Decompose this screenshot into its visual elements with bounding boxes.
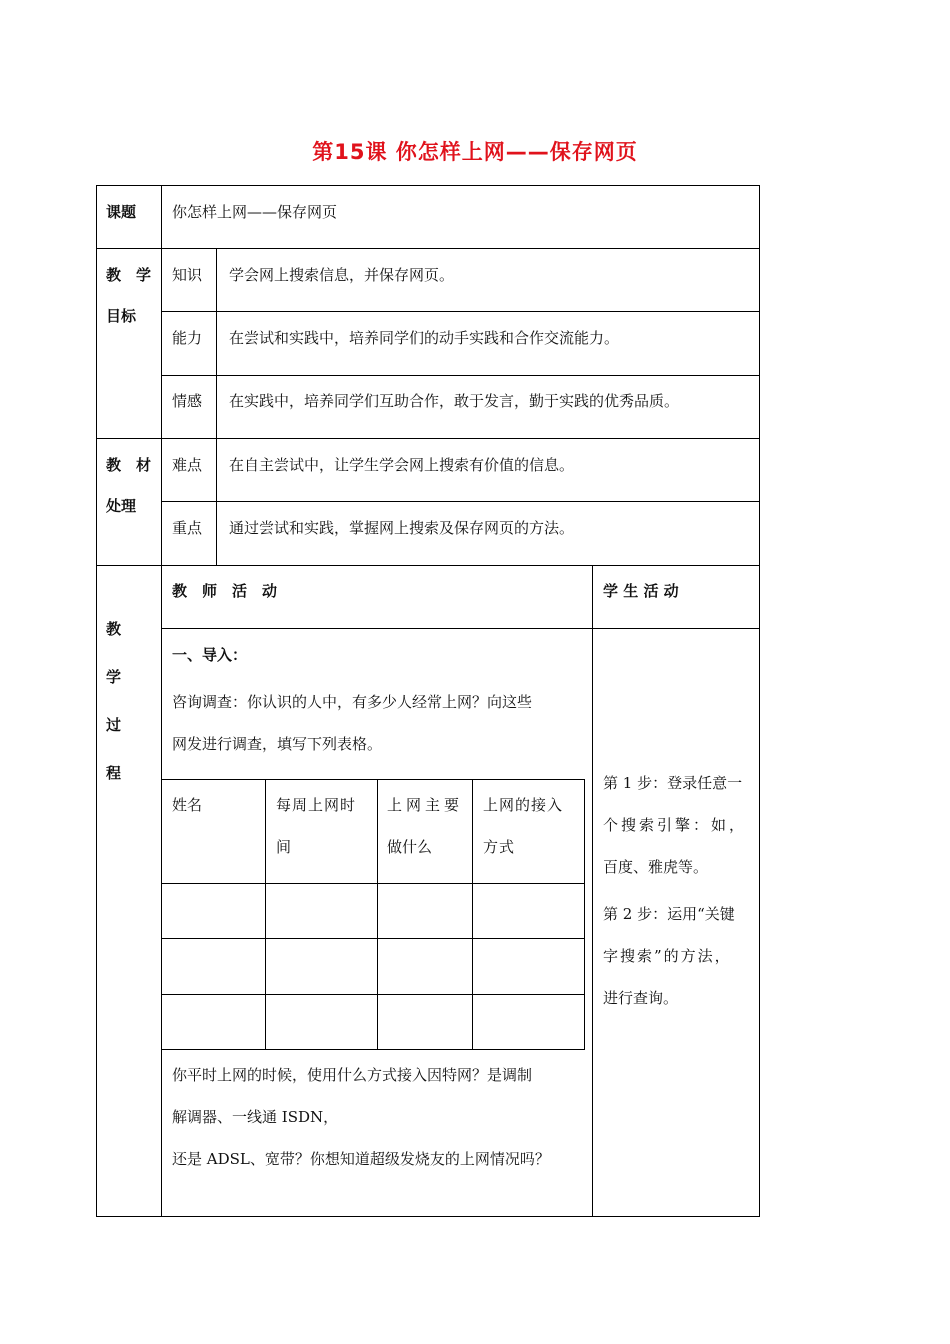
- question-line: 还是 ADSL、宽带？你想知道超级发烧友的上网情况吗？: [172, 1150, 550, 1168]
- header-line: 做什么: [387, 838, 433, 856]
- process-label-char: 过: [106, 716, 122, 734]
- activity-header-divider: [161, 628, 760, 629]
- goal-value-emotion: 在实践中，培养同学们互助合作，敢于发言，勤于实践的优秀品质。: [229, 392, 680, 410]
- step-line: 第 2 步：运用“关键: [603, 905, 735, 923]
- survey-table-row-line: [161, 883, 585, 884]
- material-key-focus: 重点: [172, 519, 203, 537]
- material-label: 教 材: [106, 456, 152, 474]
- table-border-right: [759, 185, 760, 1217]
- step-line: 百度、雅虎等。: [603, 858, 709, 876]
- survey-header-access: [483, 784, 563, 868]
- goal-key-knowledge: 知识: [172, 266, 203, 284]
- survey-table-border: [584, 779, 585, 1050]
- label-column-divider: [161, 185, 162, 1217]
- process-label-char: 教: [106, 620, 122, 638]
- student-activity-header: 学 生 活 动: [603, 582, 679, 600]
- survey-header-hours: [276, 784, 356, 868]
- header-line: 姓名: [172, 796, 203, 814]
- header-line: 每周上网时: [276, 796, 357, 814]
- header-line: 上网的接入: [483, 796, 564, 814]
- goals-label: 教 学: [106, 266, 152, 284]
- survey-table-border: [161, 1049, 585, 1050]
- step-line: 字搜索”的方法，: [603, 947, 732, 965]
- survey-table-border: [161, 779, 585, 780]
- survey-table-row-line: [161, 938, 585, 939]
- survey-table-col-line: [377, 779, 378, 1050]
- subrow-divider: [161, 311, 760, 312]
- row-divider: [96, 438, 760, 439]
- question-text: [172, 1054, 550, 1180]
- survey-line: 网发进行调查，填写下列表格。: [172, 735, 383, 753]
- student-steps-1: [603, 762, 747, 888]
- survey-header-name: [172, 784, 202, 826]
- step-line: 个搜索引擎：如，: [603, 816, 748, 834]
- question-line: 你平时上网的时候，使用什么方式接入因特网？是调制: [172, 1066, 533, 1084]
- material-label: 处理: [106, 497, 137, 515]
- material-value-difficulty: 在自主尝试中，让学生学会网上搜索有价值的信息。: [229, 456, 575, 474]
- goal-key-emotion: 情感: [172, 392, 203, 410]
- header-line: 方式: [483, 838, 516, 856]
- question-line: 解调器、一线通 ISDN，: [172, 1108, 339, 1126]
- table-border-top: [96, 185, 760, 186]
- key-column-divider: [216, 248, 217, 565]
- material-value-focus: 通过尝试和实践，掌握网上搜索及保存网页的方法。: [229, 519, 575, 537]
- header-line: 间: [276, 838, 293, 856]
- survey-table-col-line: [265, 779, 266, 1050]
- survey-header-purpose: [387, 784, 463, 868]
- teacher-activity-header: 教 师 活 动: [172, 582, 278, 600]
- survey-table-col-line: [472, 779, 473, 1050]
- process-label-char: 程: [106, 764, 122, 782]
- goal-value-knowledge: 学会网上搜索信息，并保存网页。: [229, 266, 455, 284]
- student-steps-2: [603, 893, 735, 1019]
- step-line: 进行查询。: [603, 989, 679, 1007]
- survey-text: [172, 681, 532, 765]
- process-label-char: 学: [106, 668, 122, 686]
- survey-line: 咨询调查：你认识的人中，有多少人经常上网？向这些: [172, 693, 533, 711]
- topic-value: 你怎样上网——保存网页: [172, 203, 338, 221]
- subrow-divider: [161, 501, 760, 502]
- page-title: 第15课 你怎样上网——保存网页: [312, 140, 638, 164]
- row-divider: [96, 565, 760, 566]
- subrow-divider: [161, 375, 760, 376]
- header-line: 上网主要: [387, 796, 464, 814]
- student-column-divider: [592, 565, 593, 1217]
- intro-heading: 一、导入：: [172, 646, 248, 664]
- step-line: 第 1 步：登录任意一: [603, 774, 743, 792]
- goal-value-ability: 在尝试和实践中，培养同学们的动手实践和合作交流能力。: [229, 329, 620, 347]
- material-key-difficulty: 难点: [172, 456, 203, 474]
- survey-table-row-line: [161, 994, 585, 995]
- goal-key-ability: 能力: [172, 329, 203, 347]
- table-border-left: [96, 185, 97, 1217]
- table-border-bottom: [96, 1216, 760, 1217]
- row-divider: [96, 248, 760, 249]
- goals-label: 目标: [106, 307, 137, 325]
- topic-label: 课题: [106, 203, 137, 221]
